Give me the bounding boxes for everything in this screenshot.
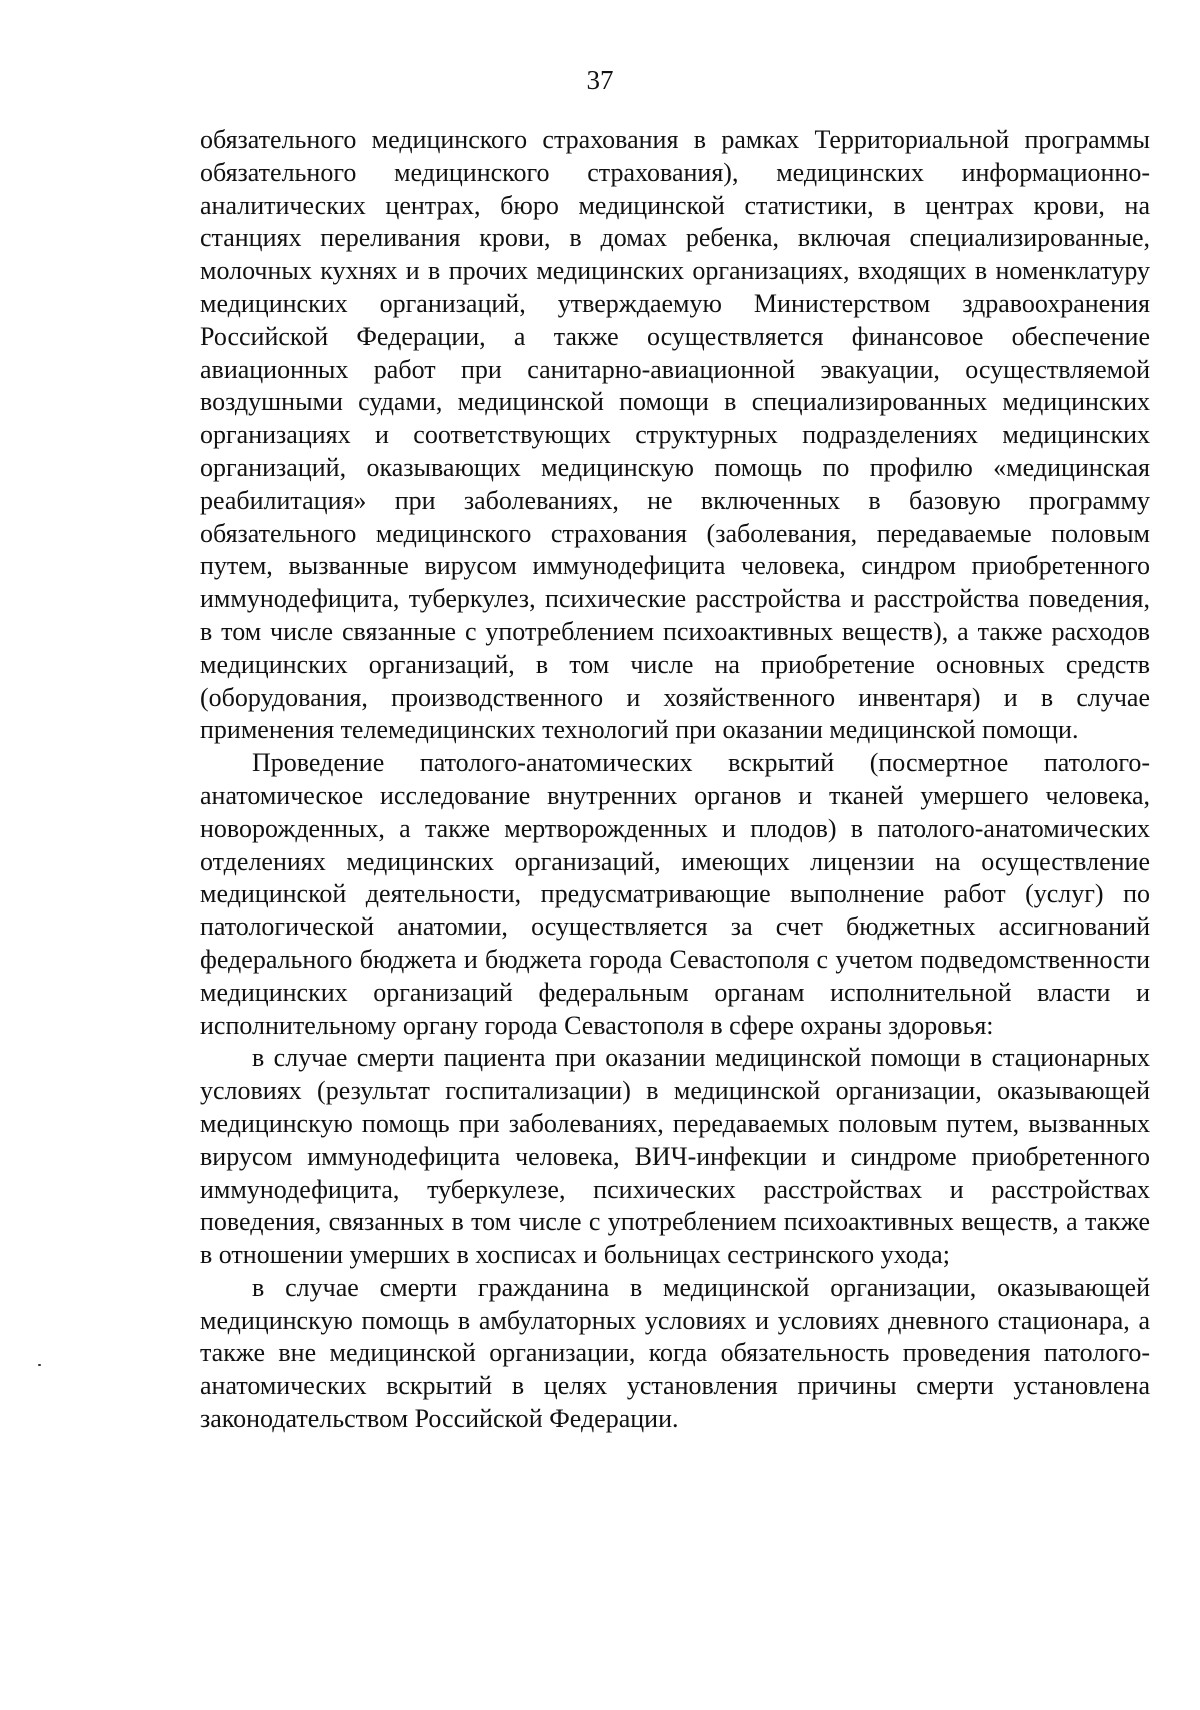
paragraph-outpatient-death: в случае смерти гражданина в медицинской организации, оказывающей медицинскую помощь в амбулаторных условиях и условиях дневного стационара, а также вне медицинской организации, когда обязательность проведения патолого-анатомических вскрытий в целях установления причины смерти установлена законодательством Российской Федерации.: [200, 1272, 1150, 1434]
paragraph-inpatient-death: в случае смерти пациента при оказании медицинской помощи в стационарных условиях (результат госпитализации) в медицинской организации, оказывающей медицинскую помощь при заболеваниях, передаваемых половым путем, вызванных вирусом иммунодефицита человека, ВИЧ-инфекции и синдроме приобретенного иммунодефицита, туберкулезе, психических расстройствах и расстройствах поведения, связанных в том числе с употреблением психоактивных веществ, а также в отношении умерших в хосписах и больницах сестринского ухода;: [200, 1043, 1150, 1270]
paragraph-autopsy-funding: Проведение патолого-анатомических вскрытий (посмертное патолого-анатомическое исследование внутренних органов и тканей умершего человека, новорожденных, а также мертворожденных и плодов) в патолого-анатомических отделениях медицинских организаций, имеющих лицензии на осуществление медицинской деятельности, предусматривающие выполнение работ (услуг) по патологической анатомии, осуществляется за счет бюджетных ассигнований федерального бюджета и бюджета города Севастополя с учетом подведомственности медицинских организаций федеральным органам исполнительной власти и исполнительному органу города Севастополя в сфере охраны здоровья:: [200, 748, 1150, 1040]
page-number: 37: [586, 65, 614, 95]
scan-speck: [38, 1364, 41, 1366]
paragraph-continuation: обязательного медицинского страхования в рамках Территориальной программы обязательного медицинского страхования), медицинских информационно-аналитических центрах, бюро медицинской статистики, в центрах крови, на станциях переливания крови, в домах ребенка, включая специализированные, молочных кухнях и в прочих медицинских организациях, входящих в номенклатуру медицинских организаций, утверждаемую Министерством здравоохранения Российской Федерации, а также осуществляется финансовое обеспечение авиационных работ при санитарно-авиационной эвакуации, осуществляемой воздушными судами, медицинской помощи в специализированных медицинских организациях и соответствующих структурных подразделениях медицинских организаций, оказывающих медицинскую помощь по профилю «медицинская реабилитация» при заболеваниях, не включенных в базовую программу обязательного медицинского страхования (заболевания, передаваемые половым путем, вызванные вирусом иммунодефицита человека, синдром приобретенного иммунодефицита, туберкулез, психические расстройства и расстройства поведения, в том числе связанные с употреблением психоактивных веществ), а также расходов медицинских организаций, в том числе на приобретение основных средств (оборудования, производственного и хозяйственного инвентаря) и в случае применения телемедицинских технологий при оказании медицинской помощи.: [200, 125, 1150, 745]
document-body: [200, 124, 1150, 1436]
